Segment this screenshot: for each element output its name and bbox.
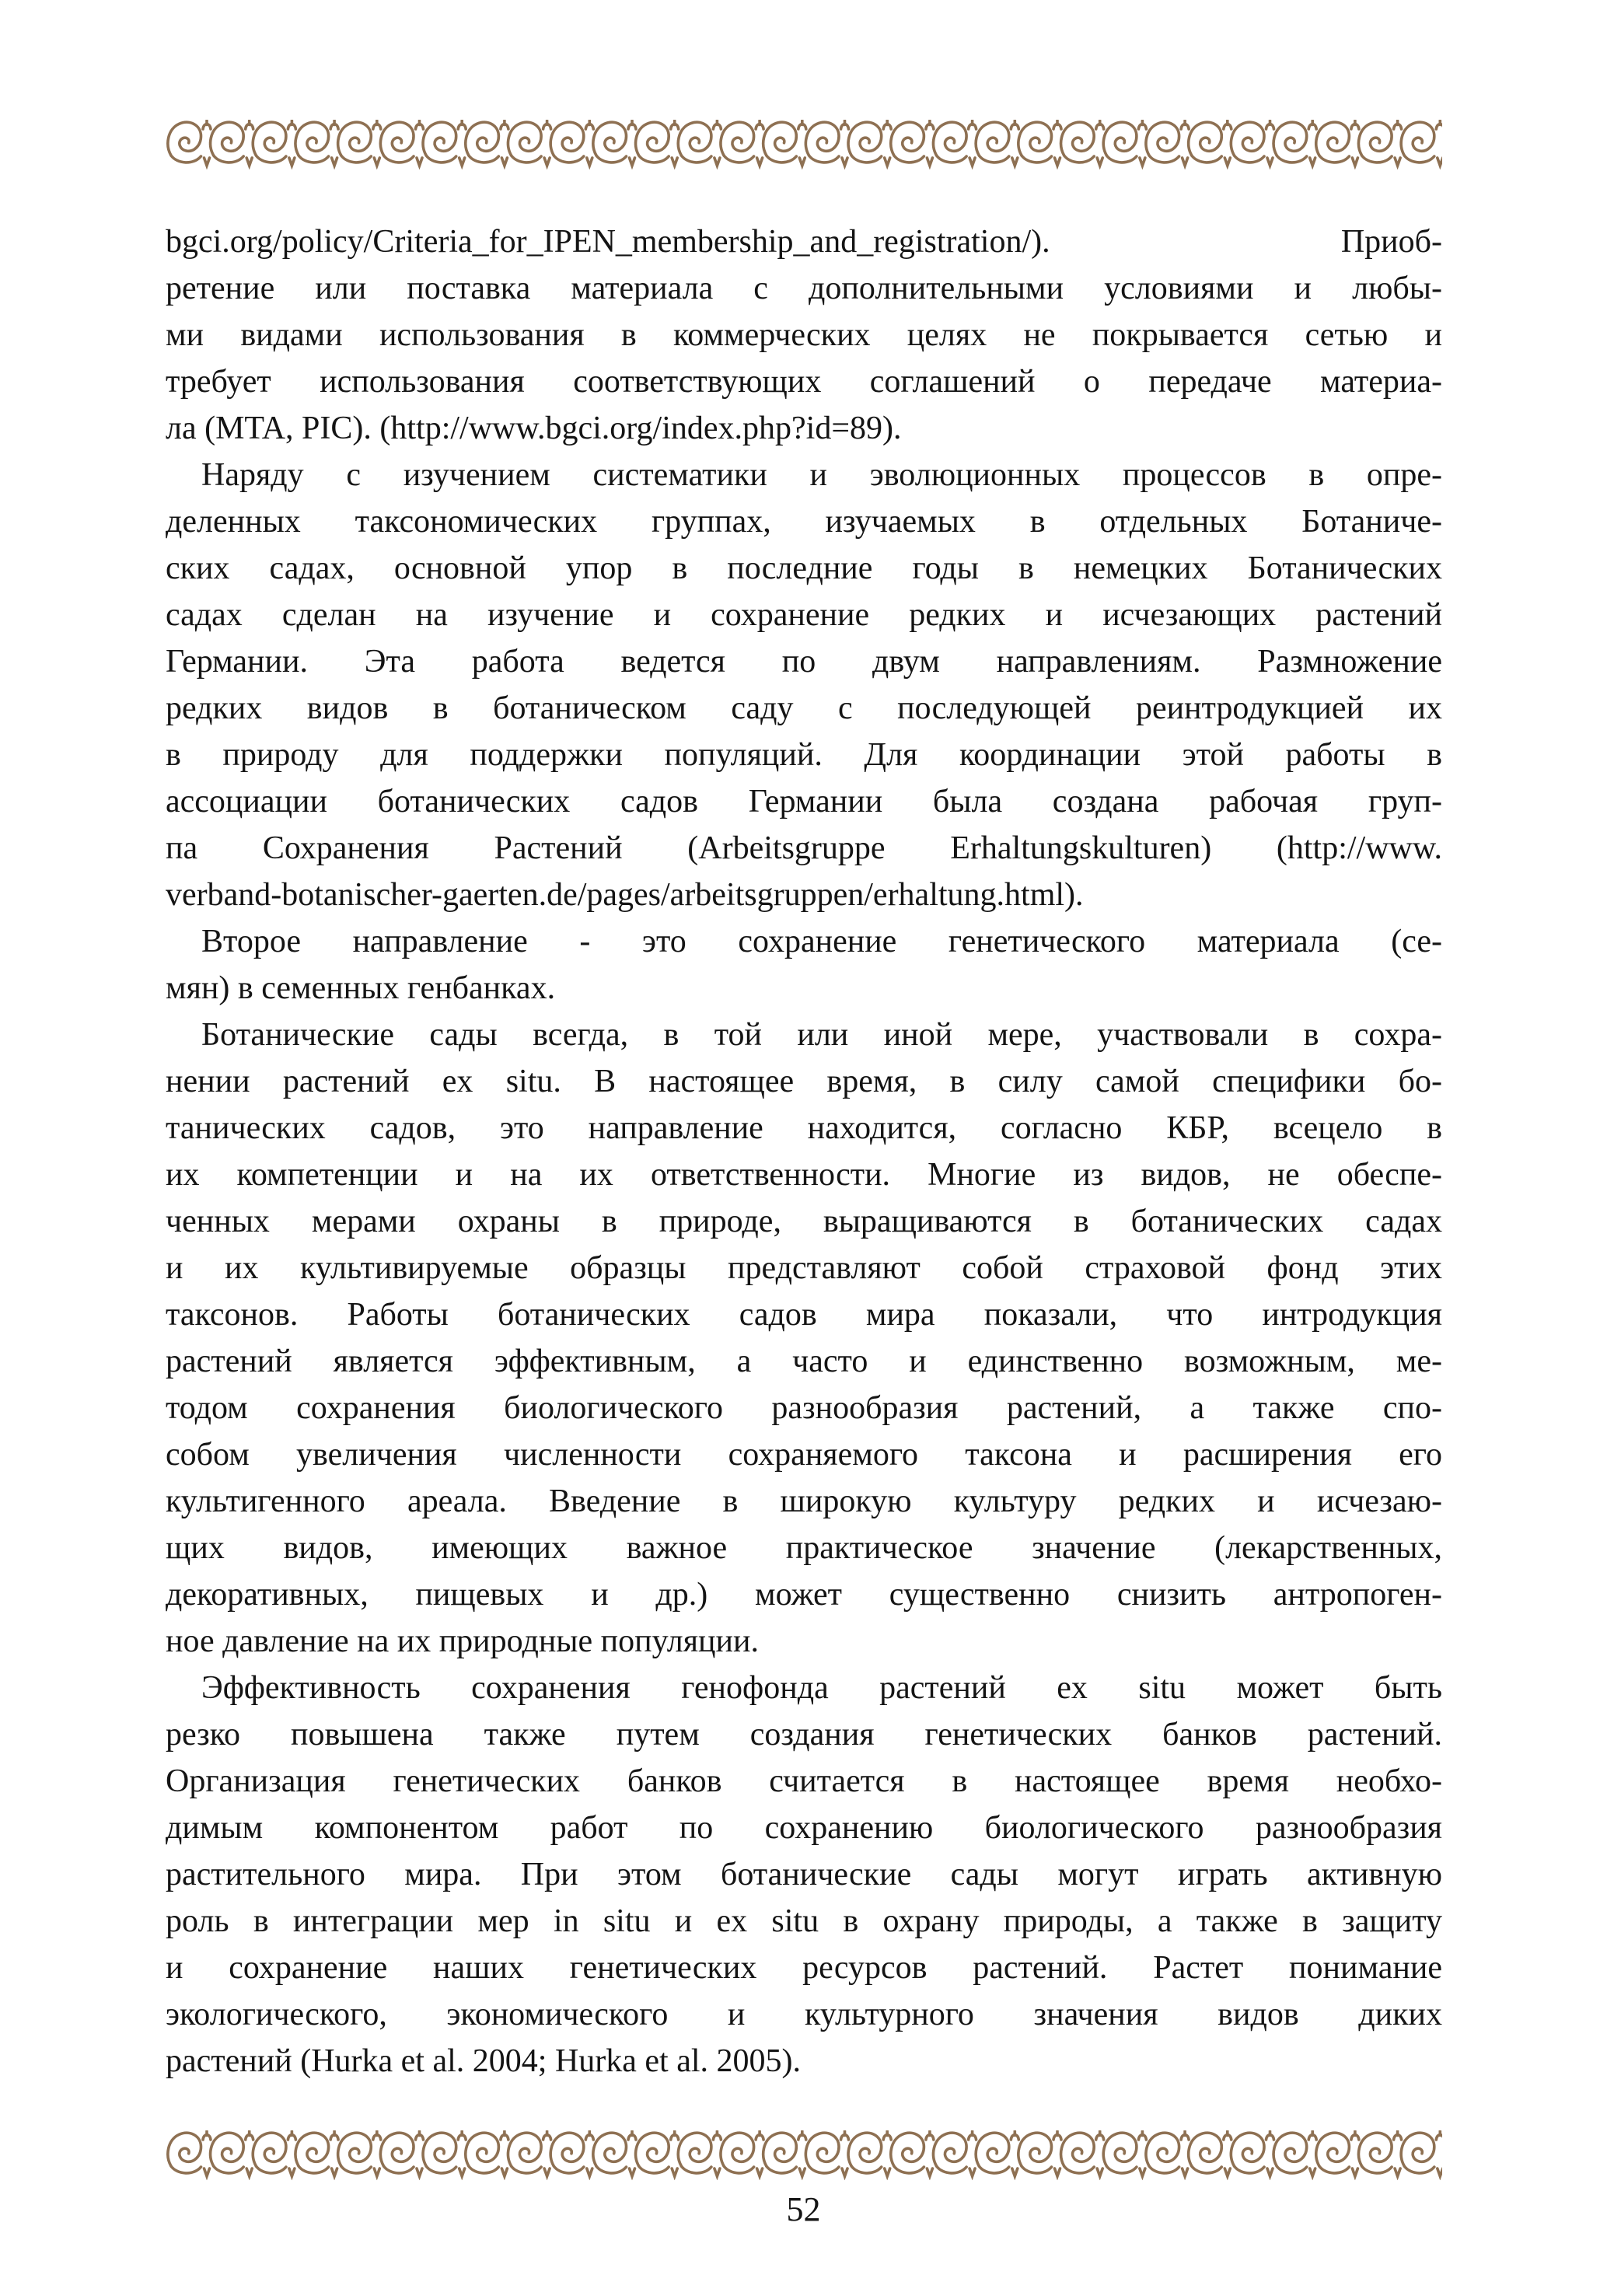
text-line: культигенного ареала. Введение в широкую культуру редких и исчезаю- xyxy=(166,1483,1442,1519)
text-line: редких видов в ботаническом саду с последующей реинтродукцией их xyxy=(166,690,1442,726)
text-line: verband-botanischer-gaerten.de/pages/arbeitsgruppen/erhaltung.html). xyxy=(166,877,1084,913)
text-line: их компетенции и на их ответственности. Многие из видов, не обеспе- xyxy=(166,1157,1442,1193)
top-ornament-border xyxy=(166,120,1442,169)
text-line: растений является эффективным, а часто и единственно возможным, ме- xyxy=(166,1344,1442,1379)
text-line: растений (Hurka et al. 2004; Hurka et al. 2005). xyxy=(166,2043,802,2079)
paragraph xyxy=(166,918,1442,1012)
text-line: па Сохранения Растений (Arbeitsgruppe Erhaltungskulturen) (http://www. xyxy=(166,830,1442,866)
paragraph xyxy=(166,218,1442,452)
text-line: Ботанические сады всегда, в той или иной мере, участвовали в сохра- xyxy=(201,1017,1442,1053)
text-line: деленных таксономических группах, изучаемых в отдельных Ботаниче- xyxy=(166,504,1442,540)
text-line: ретение или поставка материала с дополнительными условиями и любы- xyxy=(166,271,1442,306)
text-line: в природу для поддержки популяций. Для координации этой работы в xyxy=(166,737,1442,773)
text-line: тодом сохранения биологического разнообразия растений, а также спо- xyxy=(166,1390,1442,1426)
paragraph xyxy=(166,1665,1442,2085)
text-line: мян) в семенных генбанках. xyxy=(166,970,556,1006)
paragraph xyxy=(166,452,1442,918)
text-line: ских садах, основной упор в последние годы в немецких Ботанических xyxy=(166,550,1442,586)
text-line: ла (MTA, PIC). (http://www.bgci.org/index.php?id=89). xyxy=(166,411,902,446)
text-line: собом увеличения численности сохраняемого таксона и расширения его xyxy=(166,1437,1442,1473)
text-line: нении растений ex situ. В настоящее время, в силу самой специфики бо- xyxy=(166,1064,1442,1099)
text-line: ассоциации ботанических садов Германии была создана рабочая груп- xyxy=(166,784,1442,820)
text-line: и их культивируемые образцы представляют собой страховой фонд этих xyxy=(166,1250,1442,1286)
page-number: 52 xyxy=(786,2190,821,2228)
text-block xyxy=(166,218,1442,2085)
text-line: экологического, экономического и культурного значения видов диких xyxy=(166,1997,1442,2032)
text-line: Второе направление - это сохранение генетического материала (се- xyxy=(201,924,1442,959)
text-line: резко повышена также путем создания генетических банков растений. xyxy=(166,1717,1442,1753)
text-line: и сохранение наших генетических ресурсов растений. Растет понимание xyxy=(166,1950,1442,1986)
text-line: ми видами использования в коммерческих целях не покрывается сетью и xyxy=(166,317,1442,353)
scroll-ornament-icon xyxy=(166,2130,1442,2180)
text-line: Эффективность сохранения генофонда растений ex situ может быть xyxy=(201,1670,1442,1706)
text-line: Наряду с изучением систематики и эволюционных процессов в опре- xyxy=(201,457,1442,493)
text-line: ченных мерами охраны в природе, выращиваются в ботанических садах xyxy=(166,1204,1442,1239)
text-line: ное давление на их природные популяции. xyxy=(166,1623,759,1659)
text-line: таксонов. Работы ботанических садов мира показали, что интродукция xyxy=(166,1297,1442,1333)
text-line: Организация генетических банков считается в настоящее время необхо- xyxy=(166,1763,1442,1799)
text-line: требует использования соответствующих соглашений о передаче материа- xyxy=(166,364,1442,400)
text-line: Германии. Эта работа ведется по двум направлениям. Размножение xyxy=(166,644,1442,680)
text-line: димым компонентом работ по сохранению биологического разнообразия xyxy=(166,1810,1442,1846)
scroll-ornament-icon xyxy=(166,120,1442,169)
paragraph xyxy=(166,1012,1442,1665)
text-line: bgci.org/policy/Criteria_for_IPEN_membership_and_registration/). Приоб- xyxy=(166,224,1442,260)
bottom-ornament-border xyxy=(166,2130,1442,2180)
text-line: растительного мира. При этом ботанические сады могут играть активную xyxy=(166,1857,1442,1892)
text-line: щих видов, имеющих важное практическое значение (лекарственных, xyxy=(166,1530,1442,1566)
text-line: танических садов, это направление находится, согласно КБР, всецело в xyxy=(166,1110,1442,1146)
text-line: декоративных, пищевых и др.) может существенно снизить антропоген- xyxy=(166,1577,1442,1613)
text-line: садах сделан на изучение и сохранение редких и исчезающих растений xyxy=(166,597,1442,633)
text-line: роль в интеграции мер in situ и ex situ в охрану природы, а также в защиту xyxy=(166,1903,1442,1939)
